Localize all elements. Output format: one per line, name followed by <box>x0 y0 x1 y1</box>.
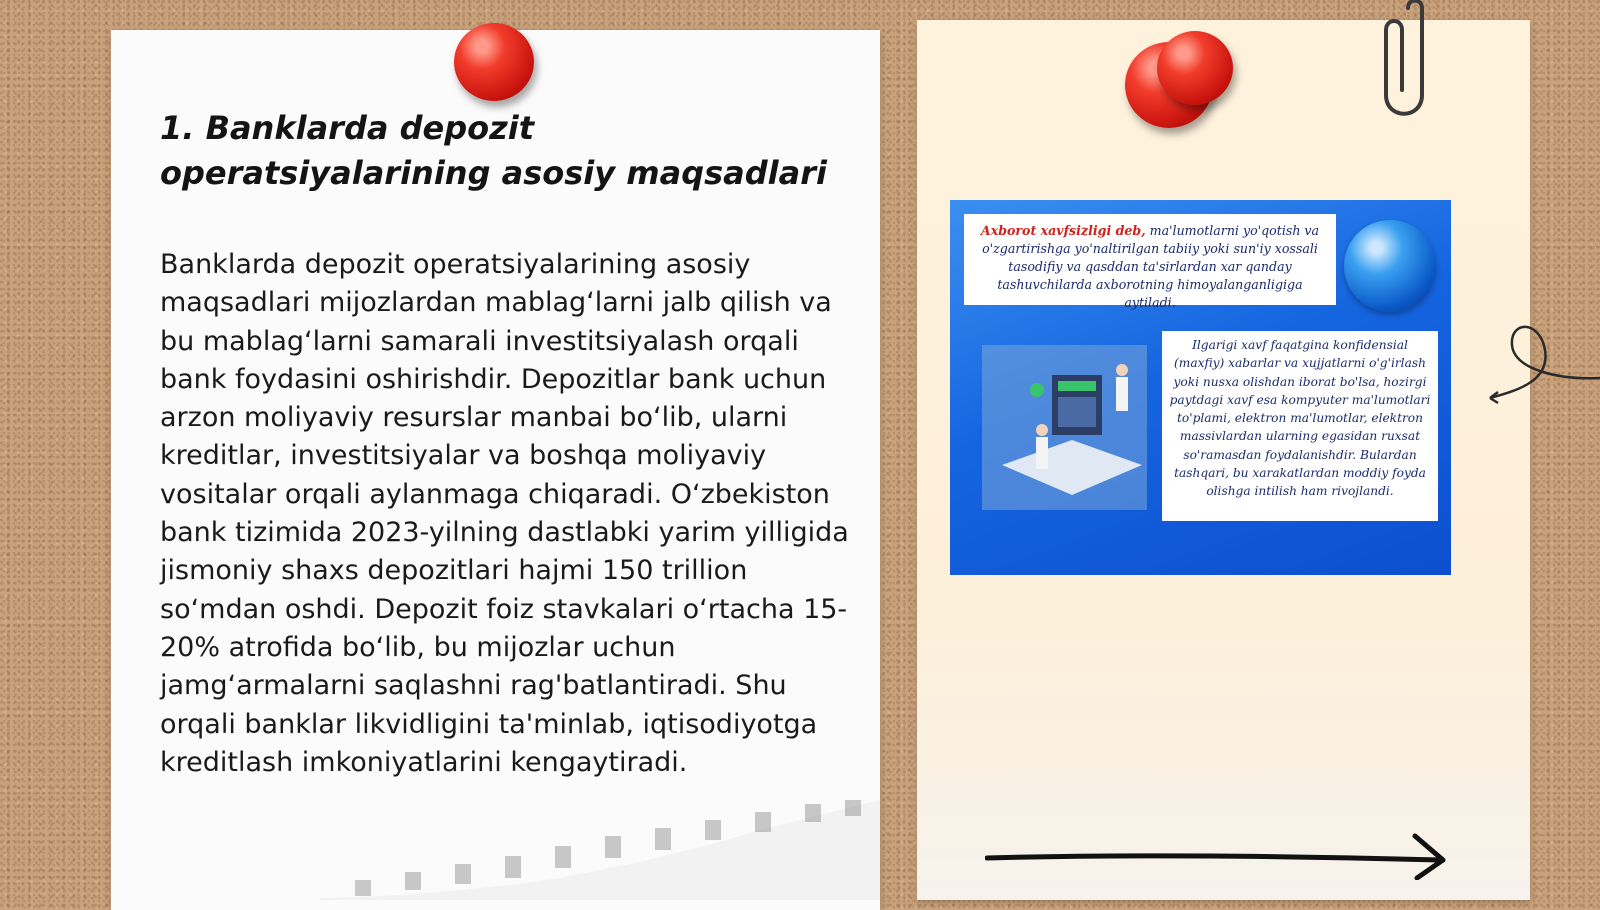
paper-clip-icon <box>1378 0 1424 125</box>
globe-icon <box>1344 220 1436 312</box>
push-pin-icon <box>454 23 534 101</box>
hand-drawn-curl <box>1480 310 1600 410</box>
history-box: Ilgarigi xavf faqatgina konfidensial (maxfiy) xabarlar va xujjatlarni o'g'irlash yoki nusxa olishdan iborat bo'lsa, hozirgi paytdagi xavf esa kompyuter ma'lumotlari to'plami, elektron ma'lumotlar, elektron massivlardan ularning egasidan ruxsat so'ramasdan foydalanishdir. Bulardan tashqari, bu xarakatlardan moddiy foyda olishga intilish ham rivojlandi. <box>1162 331 1438 521</box>
definition-text: ma'lumotlarni yo'qotish va o'zgartirishga yo'naltirilgan tabiiy yoki sun'iy xossali tasodifiy va qasddan ta'sirlardan xar qanday tashuvchilarda axborotning himoyalanganligiga aytiladi. <box>982 223 1320 310</box>
arrow-right-icon <box>985 830 1450 880</box>
body-paragraph: Banklarda depozit operatsiyalarining asosiy maqsadlari mijozlardan mablagʻlarni jalb qilish va bu mablagʻlarni samarali investitsiyalash orqali bank foydasini oshirishdir. Depozitlar bank uchun arzon moliyaviy resurslar manbai boʻlib, ularni kreditlar, investitsiyalar va boshqa moliyaviy vositalar orqali aylanmaga chiqaradi. Oʻzbekiston bank tizimida 2023-yilning dastlabki yarim yilligida jismoniy shaxs depozitlari hajmi 150 trillion soʻmdan oshdi. Depozit foiz stavkalari oʻrtacha 15-20% atrofida boʻlib, bu mijozlar uchun jamgʻarmalarni saqlashni rag'batlantiradi. Shu orqali banklar likvidligini ta'minlab, iqtisodiyotga kreditlash imkoniyatlarini kengaytiradi. <box>160 249 849 778</box>
definition-term: Axborot xavfsizligi deb, <box>980 223 1146 238</box>
push-pin-icon <box>1157 31 1233 105</box>
section-heading: 1. Banklarda depozit operatsiyalarining asosiy maqsadlari <box>160 109 827 192</box>
infographic-image <box>950 200 1451 575</box>
definition-box <box>964 214 1336 310</box>
torn-paper-edge <box>320 800 880 900</box>
security-illustration <box>982 345 1147 510</box>
